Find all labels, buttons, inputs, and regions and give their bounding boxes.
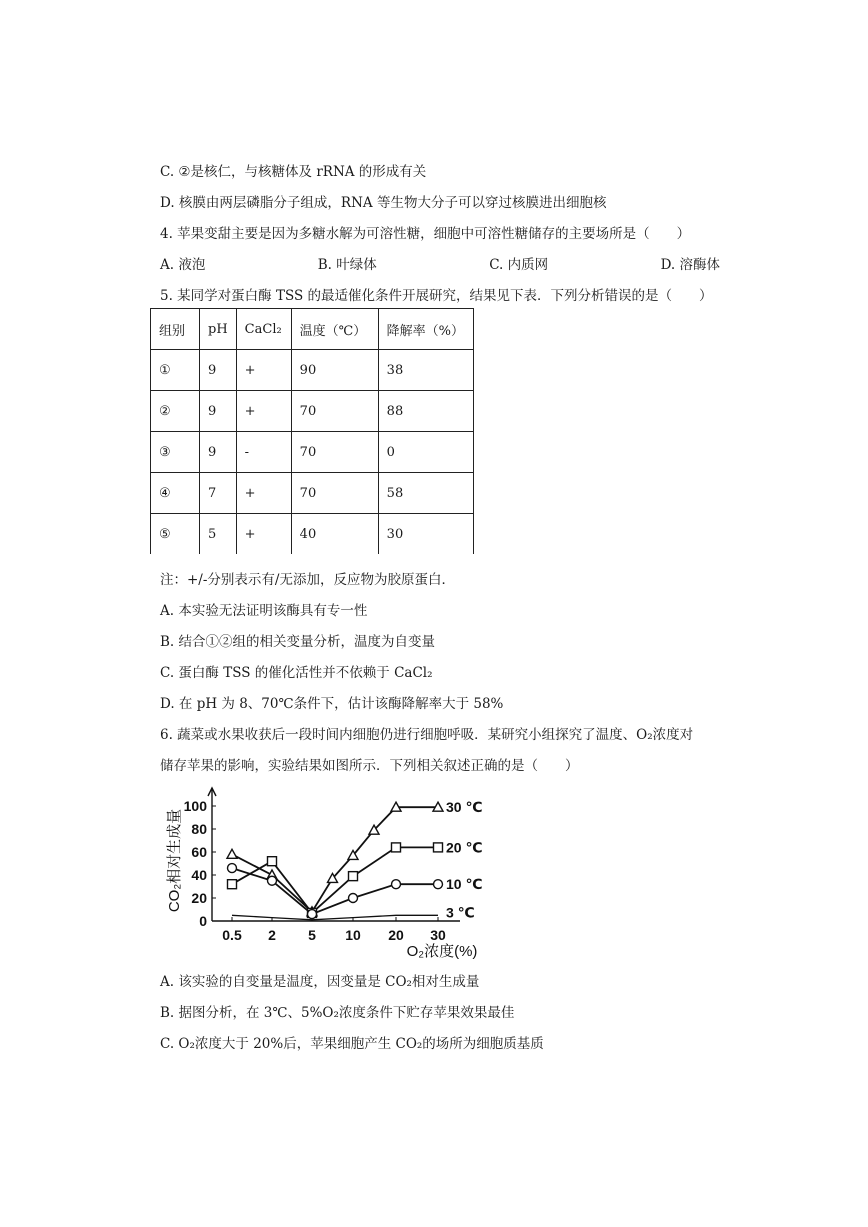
table-cell: + <box>236 391 291 432</box>
q5-option-d: D. 在 pH 为 8、70℃条件下，估计该酶降解率大于 58% <box>160 696 504 712</box>
circle-marker <box>349 894 358 903</box>
table-cell: 9 <box>200 350 237 391</box>
y-tick-label: 80 <box>191 821 207 837</box>
table-cell: 58 <box>378 473 473 514</box>
table-row <box>151 473 474 514</box>
table-header-cell: pH <box>200 309 237 350</box>
table-cell: 38 <box>378 350 473 391</box>
q5-option-c: C. 蛋白酶 TSS 的催化活性并不依赖于 CaCl₂ <box>160 665 433 681</box>
q6-stem-line1: 6. 蔬菜或水果收获后一段时间内细胞仍进行细胞呼吸．某研究小组探究了温度、O₂浓度对 <box>160 727 694 743</box>
series-label: 3 ℃ <box>446 904 475 921</box>
x-tick-label: 2 <box>268 927 276 943</box>
y-axis-label: CO₂相对生成量 <box>166 808 183 913</box>
table-cell: 70 <box>291 473 378 514</box>
circle-marker <box>228 864 237 873</box>
table-row <box>151 350 474 391</box>
series-label: 30 ℃ <box>446 799 483 816</box>
square-marker <box>228 880 237 889</box>
table-cell: 0 <box>378 432 473 473</box>
x-axis-label: O₂浓度(%) <box>406 943 478 960</box>
table-cell: + <box>236 514 291 555</box>
table-cell: 70 <box>291 432 378 473</box>
q6-option-b: B. 据图分析，在 3℃、5%O₂浓度条件下贮存苹果效果最佳 <box>160 1005 515 1021</box>
table-cell: 5 <box>200 514 237 555</box>
circle-marker <box>392 880 401 889</box>
q5-note: 注：+/-分别表示有/无添加，反应物为胶原蛋白． <box>160 572 455 588</box>
square-marker <box>349 872 358 881</box>
x-tick-label: 10 <box>345 927 361 943</box>
circle-marker <box>268 876 277 885</box>
series-line <box>232 807 438 912</box>
q5-option-b: B. 结合①②组的相关变量分析，温度为自变量 <box>160 634 436 650</box>
square-marker <box>392 843 401 852</box>
table-cell: + <box>236 350 291 391</box>
q6-option-c: C. O₂浓度大于 20%后，苹果细胞产生 CO₂的场所为细胞质基质 <box>160 1036 544 1052</box>
q5-option-a: A. 本实验无法证明该酶具有专一性 <box>160 603 368 619</box>
q3-option-c: C. ②是核仁，与核糖体及 rRNA 的形成有关 <box>160 164 427 180</box>
table-cell: 30 <box>378 514 473 555</box>
y-tick-label: 0 <box>199 913 207 929</box>
q4-option-b: B. 叶绿体 <box>317 257 377 273</box>
x-tick-label: 0.5 <box>222 927 242 943</box>
table-cell: 90 <box>291 350 378 391</box>
table-cell: 9 <box>200 391 237 432</box>
x-tick-label: 5 <box>308 927 316 943</box>
table-header-cell: 组别 <box>151 309 200 350</box>
x-tick-label: 30 <box>430 927 446 943</box>
table-cell: + <box>236 473 291 514</box>
table-cell: ① <box>151 350 200 391</box>
table-cell: ② <box>151 391 200 432</box>
x-tick-label: 20 <box>388 927 404 943</box>
q4-option-a: A. 液泡 <box>160 257 206 273</box>
square-marker <box>434 843 443 852</box>
table-cell: ⑤ <box>151 514 200 555</box>
q4-stem: 4. 苹果变甜主要是因为多糖水解为可溶性糖，细胞中可溶性糖储存的主要场所是（ ） <box>160 226 691 242</box>
table-cell: 40 <box>291 514 378 555</box>
table-cell: - <box>236 432 291 473</box>
series-line <box>232 915 438 920</box>
table-header-cell: 降解率（%） <box>378 309 473 350</box>
table-row <box>151 514 474 555</box>
table-cell: 7 <box>200 473 237 514</box>
y-tick-label: 100 <box>183 798 207 814</box>
y-tick-label: 20 <box>191 890 207 906</box>
y-tick-label: 40 <box>191 867 207 883</box>
table-row <box>151 391 474 432</box>
table-header-cell: CaCl₂ <box>236 309 291 350</box>
table-cell: 9 <box>200 432 237 473</box>
y-tick-label: 60 <box>191 844 207 860</box>
circle-marker <box>308 910 317 919</box>
table-row <box>151 432 474 473</box>
q3-option-d: D. 核膜由两层磷脂分子组成，RNA 等生物大分子可以穿过核膜进出细胞核 <box>160 195 607 211</box>
table-cell: 88 <box>378 391 473 432</box>
q6-option-a: A. 该实验的自变量是温度，因变量是 CO₂相对生成量 <box>160 974 480 990</box>
q4-options <box>160 253 720 273</box>
series-label: 20 ℃ <box>446 839 483 856</box>
series-label: 10 ℃ <box>446 876 483 893</box>
table-cell: ③ <box>151 432 200 473</box>
table-cell: ④ <box>151 473 200 514</box>
circle-marker <box>434 880 443 889</box>
co2-chart <box>160 780 490 960</box>
q5-stem: 5. 某同学对蛋白酶 TSS 的最适催化条件开展研究，结果见下表．下列分析错误的是（ ） <box>160 288 713 304</box>
triangle-marker <box>227 849 237 858</box>
q4-option-c: C. 内质网 <box>489 257 549 273</box>
q4-option-d: D. 溶酶体 <box>660 257 720 273</box>
q6-stem-line2: 储存苹果的影响，实验结果如图所示．下列相关叙述正确的是（ ） <box>160 758 579 774</box>
results-table <box>150 308 474 554</box>
table-header-cell: 温度（℃） <box>291 309 378 350</box>
table-cell: 70 <box>291 391 378 432</box>
square-marker <box>268 857 277 866</box>
table-header-row <box>151 309 474 350</box>
